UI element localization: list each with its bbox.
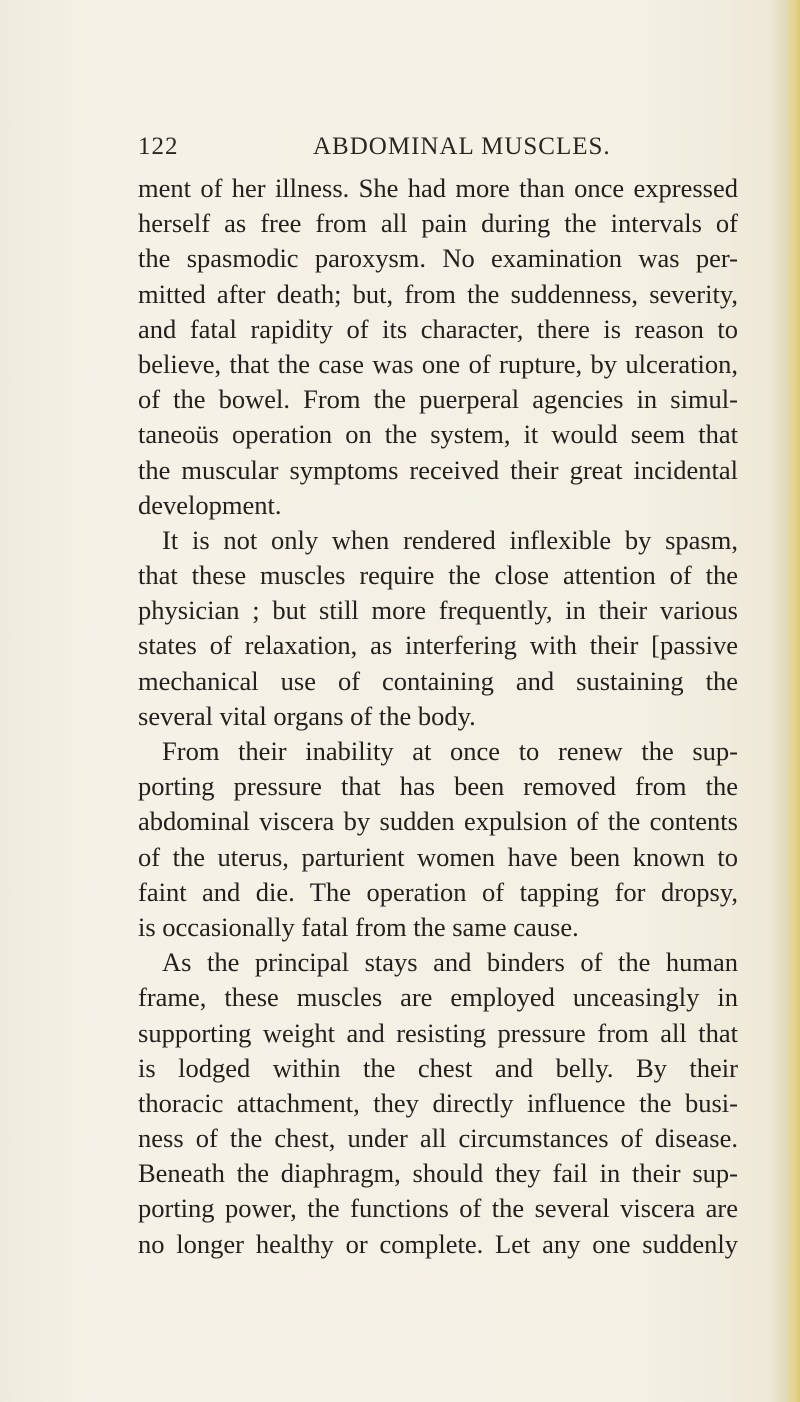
text-line: Beneath the diaphragm, should they fail in their sup- (138, 1158, 738, 1189)
running-head: ABDOMINAL MUSCLES. (313, 133, 611, 160)
text-line: no longer healthy or complete. Let any one suddenly (138, 1228, 738, 1259)
text-line: It is not only when rendered inflexible by spasm, (162, 524, 738, 555)
text-line: As the principal stays and binders of the human (162, 947, 738, 978)
page-number: 122 (138, 133, 179, 160)
text-line: porting power, the functions of the several viscera are (138, 1193, 738, 1224)
text-line: ment of her illness. She had more than once expressed (138, 173, 738, 203)
text-line: is lodged within the chest and belly. By their (138, 1052, 738, 1083)
text-line: ness of the chest, under all circumstances of disease. (138, 1123, 738, 1154)
text-line: development. (138, 489, 282, 520)
text-line: supporting weight and resisting pressure from all that (138, 1017, 738, 1048)
text-line: and fatal rapidity of its character, there is reason to (138, 313, 738, 344)
text-line: the spasmodic paroxysm. No examination was per- (138, 243, 738, 274)
page-edge (786, 0, 800, 1402)
text-line: states of relaxation, as interfering with their [passive (138, 630, 738, 661)
body-text (138, 171, 738, 1262)
page-header (138, 133, 698, 167)
text-line: is occasionally fatal from the same cause. (138, 911, 579, 942)
text-line: herself as free from all pain during the intervals of (138, 208, 738, 239)
text-line: mechanical use of containing and sustaining the (138, 665, 738, 696)
text-line: several vital organs of the body. (138, 700, 476, 731)
text-line: From their inability at once to renew the sup- (162, 736, 738, 766)
text-line: of the bowel. From the puerperal agencies in simul- (138, 384, 738, 415)
text-line: porting pressure that has been removed from the (138, 771, 738, 802)
text-line: that these muscles require the close attention of the (138, 560, 738, 591)
text-line: frame, these muscles are employed unceasingly in (138, 982, 738, 1013)
text-line: of the uterus, parturient women have been known to (138, 841, 738, 872)
text-line: taneoüs operation on the system, it would seem that (138, 419, 738, 450)
text-line: faint and die. The operation of tapping for dropsy, (138, 876, 738, 907)
text-line: abdominal viscera by sudden expulsion of the contents (138, 806, 738, 837)
text-line: physician ; but still more frequently, in their various (138, 595, 738, 626)
text-line: thoracic attachment, they directly influence the busi- (138, 1087, 738, 1118)
text-line: believe, that the case was one of rupture, by ulceration, (138, 348, 738, 379)
text-line: mitted after death; but, from the suddenness, severity, (138, 278, 738, 309)
text-line: the muscular symptoms received their great incidental (138, 454, 738, 485)
